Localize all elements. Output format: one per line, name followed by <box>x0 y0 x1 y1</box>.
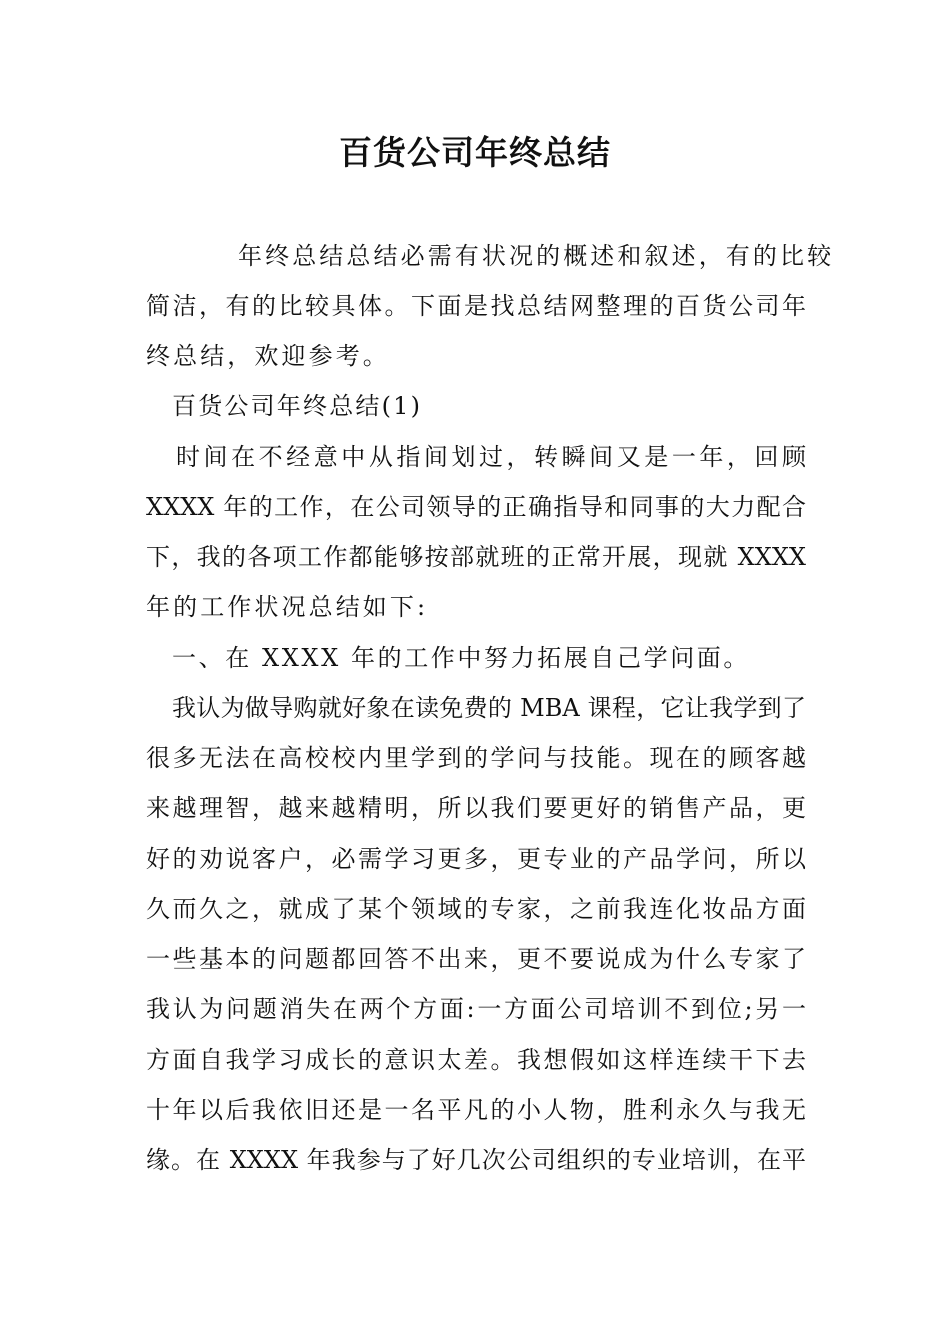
section-heading: 一、在 XXXX 年的工作中努力拓展自己学问面。 <box>172 644 750 672</box>
paragraph-line: XXXX 年的工作，在公司领导的正确指导和同事的大力配合 <box>146 493 806 521</box>
paragraph-line: 我认为做导购就好象在读免费的 MBA 课程，它让我学到了 <box>172 694 806 722</box>
paragraph-line: 十年以后我依旧还是一名平凡的小人物，胜利永久与我无 <box>146 1096 806 1124</box>
paragraph-line: 终总结，欢迎参考。 <box>146 342 390 370</box>
paragraph-line: 年的工作状况总结如下: <box>146 593 429 621</box>
paragraph-line: 很多无法在高校校内里学到的学问与技能。现在的顾客越 <box>146 744 806 772</box>
document-title: 百货公司年终总结 <box>339 133 611 172</box>
section-heading: 百货公司年终总结(1) <box>172 392 423 420</box>
paragraph-line: 简洁，有的比较具体。下面是找总结网整理的百货公司年 <box>146 292 806 320</box>
paragraph-line: 我认为问题消失在两个方面:一方面公司培训不到位;另一 <box>146 995 806 1023</box>
paragraph-line: 一些基本的问题都回答不出来，更不要说成为什么专家了 <box>146 945 806 973</box>
paragraph-line: 时间在不经意中从指间划过，转瞬间又是一年，回顾 <box>176 443 806 471</box>
paragraph-line: 年终总结总结必需有状况的概述和叙述，有的比较 <box>238 242 835 270</box>
paragraph-line: 好的劝说客户，必需学习更多，更专业的产品学问，所以 <box>146 845 806 873</box>
paragraph-line: 来越理智，越来越精明，所以我们要更好的销售产品，更 <box>146 794 806 822</box>
paragraph-line: 下，我的各项工作都能够按部就班的正常开展，现就 XXXX <box>146 543 806 571</box>
paragraph-line: 方面自我学习成长的意识太差。我想假如这样连续干下去 <box>146 1046 806 1074</box>
paragraph-line: 久而久之，就成了某个领域的专家，之前我连化妆品方面 <box>146 895 806 923</box>
paragraph-line: 缘。在 XXXX 年我参与了好几次公司组织的专业培训，在平 <box>146 1146 806 1174</box>
